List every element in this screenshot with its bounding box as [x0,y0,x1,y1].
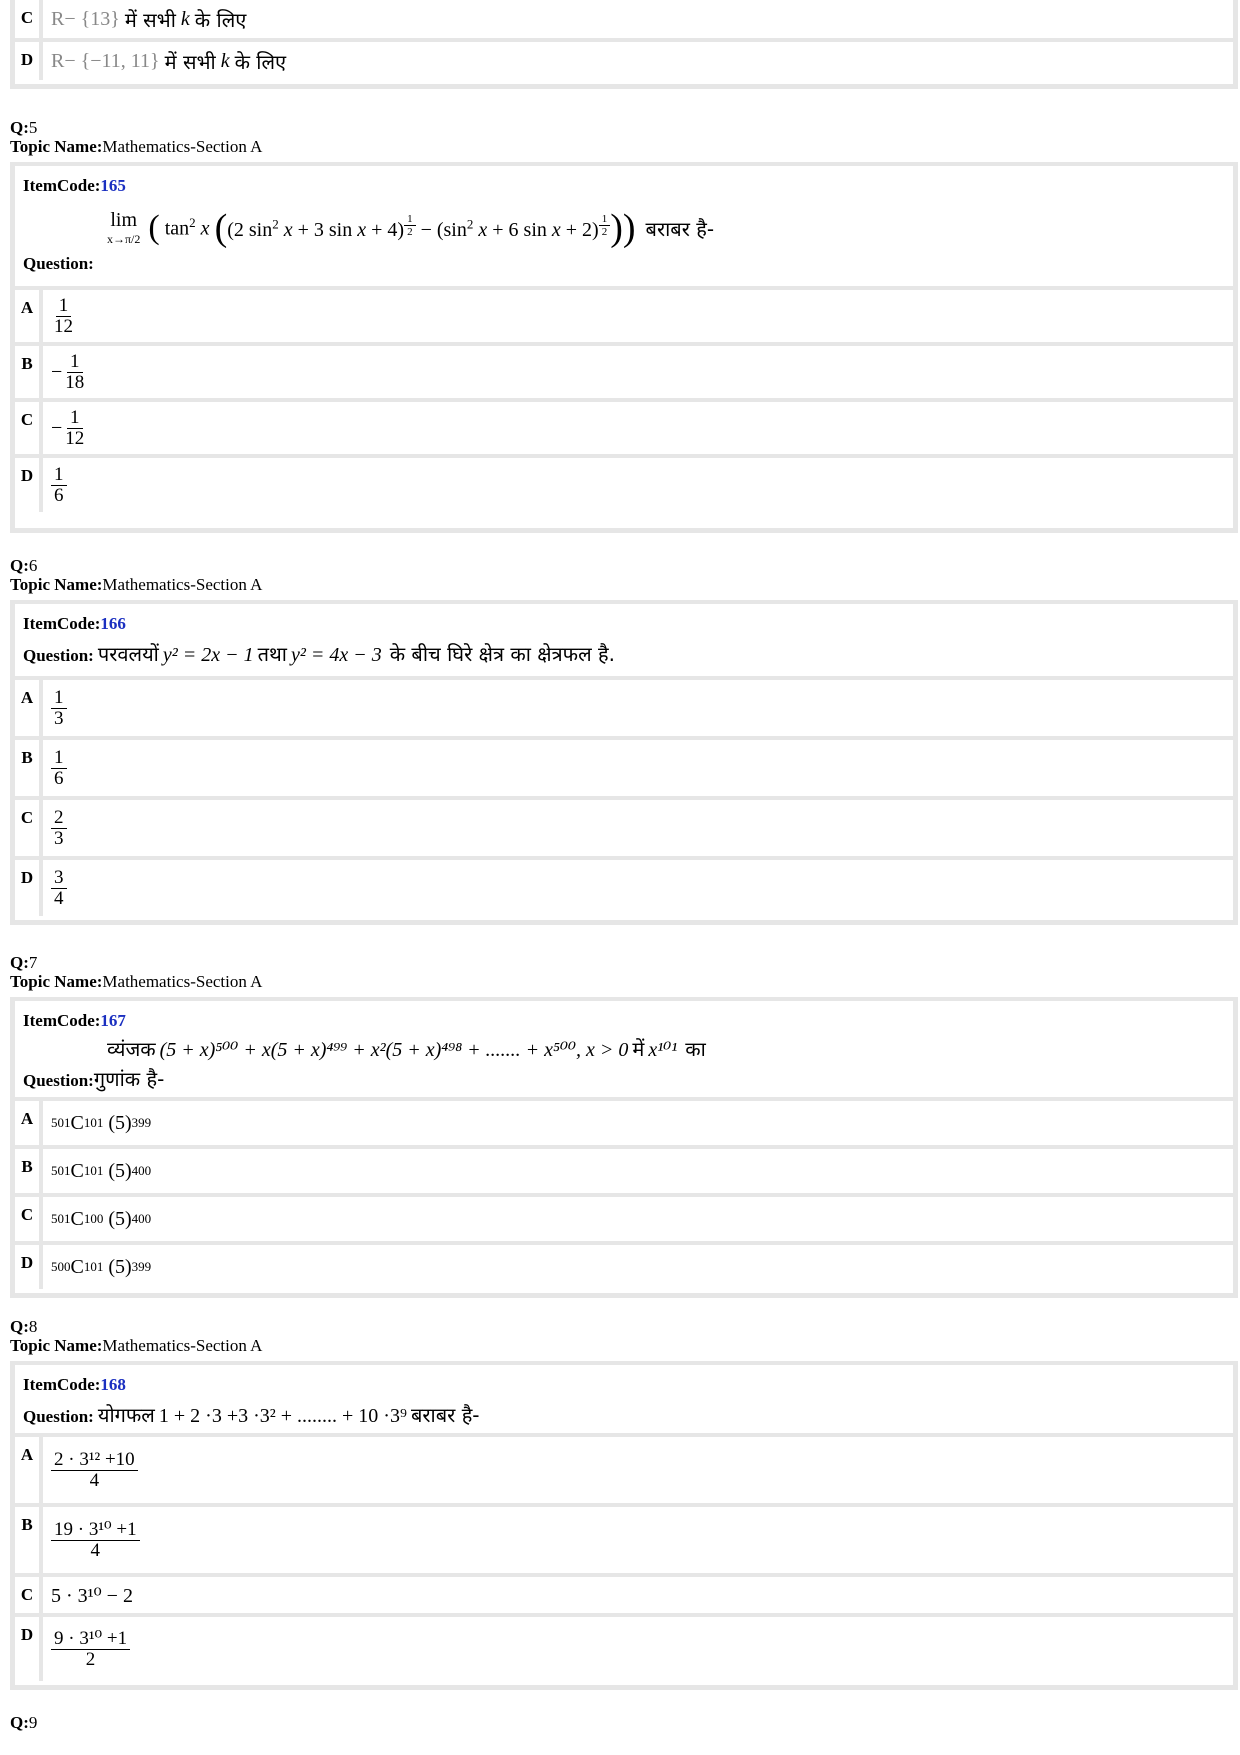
combination-c: C [70,1159,84,1182]
numerator: 19 · 3¹⁰ +1 [51,1520,140,1541]
term: x¹⁰¹ [648,1039,678,1061]
option-letter: D [15,1245,43,1289]
option-c[interactable] [15,398,1233,454]
question-stem [107,1035,706,1062]
option-b[interactable] [15,736,1233,796]
option-row[interactable] [15,0,1233,38]
option-fraction [51,296,76,337]
option-letter: D [15,42,43,80]
base: (5) [108,1159,132,1182]
combination-r: 101 [83,1259,104,1274]
option-set-expression: R− {−11, 11} [51,49,160,72]
item-code: 165 [100,176,126,195]
numerator: 1 [51,688,67,709]
question-hindi-text: बराबर है- [645,216,715,241]
denominator: 18 [65,371,85,393]
combination-n: 501 [51,1163,71,1178]
denominator: 3 [54,707,64,729]
option-letter: A [15,1101,43,1145]
exponent: 400 [131,1163,152,1178]
topic-name-label: Topic Name: [10,1336,103,1355]
exponent: 400 [131,1211,152,1226]
option-content [43,42,294,80]
topic-name: Mathematics-Section A [102,972,263,991]
question-card [10,1361,1238,1690]
equation-2: y² = 4x − 3 [290,644,382,666]
option-hindi-text: में सभी [124,7,176,32]
question-hindi-conjunction: तथा [257,642,287,666]
combination-r: 100 [83,1211,104,1226]
option-hindi-text-2: के लिए [194,7,247,32]
question-header [10,556,1230,594]
option-letter: A [15,680,43,736]
topic-name-label: Topic Name: [10,972,103,991]
question-number: 7 [28,953,38,972]
option-d[interactable] [15,856,1233,916]
option-letter: A [15,1437,43,1503]
item-code: 166 [100,614,126,633]
option-a[interactable] [15,676,1233,736]
option-fraction [62,408,87,449]
option-letter: B [15,740,43,796]
option-fraction [51,808,67,849]
option-a[interactable] [15,286,1233,342]
base: (5) [108,1111,132,1134]
option-letter: D [15,458,43,512]
equation-1: y² = 2x − 1 [162,644,254,666]
denominator: 12 [54,315,73,337]
option-letter: C [15,402,43,454]
numerator: 2 · 3¹² +10 [51,1450,138,1471]
option-letter: D [15,1617,43,1681]
option-c[interactable] [15,1193,1233,1241]
item-code-label: ItemCode: [23,614,101,633]
item-code: 167 [100,1011,126,1030]
question-card [10,600,1238,925]
denominator: 6 [54,484,64,506]
numerator: 1 [51,465,67,486]
combination-c: C [70,1111,84,1134]
question-header [10,118,1230,156]
question-number-label: Q: [10,1317,29,1336]
combination-n: 501 [51,1115,71,1130]
option-d[interactable] [15,1241,1233,1289]
numerator: 1 [56,296,72,317]
denominator: 3 [54,827,64,849]
exponent: 399 [131,1259,152,1274]
option-fraction [51,465,67,506]
option-variable: k [180,7,190,30]
option-variable: k [220,49,230,72]
numerator: 1 [51,748,67,769]
option-fraction [51,1450,138,1491]
item-code-label: ItemCode: [23,1011,101,1030]
numerator: 1 [67,352,83,373]
question-label: Question: [23,254,94,273]
item-code-label: ItemCode: [23,1375,101,1394]
option-b[interactable] [15,1503,1233,1573]
option-fraction [51,688,67,729]
option-d[interactable] [15,1613,1233,1681]
question-number: 5 [28,118,38,137]
denominator: 6 [54,767,64,789]
combination-n: 501 [51,1211,71,1226]
option-letter: A [15,290,43,342]
question-label: Question: [23,646,94,665]
numerator: 1 [67,408,83,429]
base: (5) [108,1207,132,1230]
question-hindi-text: परवलयों [97,642,159,666]
question-card [10,162,1238,533]
option-sign: − [51,360,63,383]
option-hindi-text-2: के लिए [234,49,287,74]
topic-name-label: Topic Name: [10,137,103,156]
topic-name-label: Topic Name: [10,575,103,594]
option-fraction [51,1520,140,1561]
option-d[interactable] [15,454,1233,512]
option-c[interactable] [15,796,1233,856]
option-letter: B [15,346,43,398]
question-hindi-text-2: के बीच घिरे क्षेत्र का क्षेत्रफल है. [389,642,615,666]
option-letter: C [15,800,43,856]
denominator: 4 [89,1469,100,1491]
question-hindi-conjunction: में [632,1037,645,1061]
question-number-label: Q: [10,953,29,972]
question-header [10,1317,1230,1355]
question-stem: lim x→π/2 ( $\tan^2 x$ ( (2 $\sin^2 x + 3$ sin x + 4) $^{\frac{1}{2}}$ − ($\sin^2$ x + 6 sin x + 2) $^{\frac{1}{2}}$ )) बराबर है- [107,207,715,249]
option-letter: C [15,1197,43,1241]
question-hindi-text-2: का [685,1037,706,1061]
question-number-label: Q: [10,118,29,137]
option-hindi-text: में सभी [164,49,216,74]
question-header [10,953,1230,991]
combination-r: 101 [83,1115,104,1130]
combination-n: 500 [51,1259,71,1274]
question-hindi-text: व्यंजक [107,1037,156,1061]
topic-name: Mathematics-Section A [102,575,263,594]
option-row[interactable] [15,38,1233,80]
option-fraction [62,352,87,393]
question-number-label: Q: [10,556,29,575]
item-code: 168 [100,1375,126,1394]
numerator: 3 [51,868,67,889]
numerator: 9 · 3¹⁰ +1 [51,1629,130,1650]
question-card [10,997,1238,1298]
option-b[interactable] [15,1145,1233,1193]
question-number: 6 [28,556,38,575]
option-letter: C [15,1577,43,1613]
expression: (5 + x)⁵⁰⁰ + x(5 + x)⁴⁹⁹ + x²(5 + x)⁴⁹⁸ + ....... + x⁵⁰⁰, x > 0 [159,1039,629,1061]
option-fraction [51,868,67,909]
option-set-expression: R− {13} [51,7,120,30]
option-letter: C [15,0,43,38]
option-b[interactable] [15,342,1233,398]
combination-c: C [70,1207,84,1230]
topic-name: Mathematics-Section A [102,137,263,156]
combination-r: 101 [83,1163,104,1178]
question-label: Question: [23,1071,94,1090]
denominator: 2 [85,1648,96,1670]
option-letter: B [15,1149,43,1193]
option-a[interactable] [15,1433,1233,1503]
option-content [43,0,254,38]
base: (5) [108,1255,132,1278]
topic-name: Mathematics-Section A [102,1336,263,1355]
option-fraction [51,748,67,789]
denominator: 4 [54,887,64,909]
denominator: 4 [90,1539,101,1561]
question-stem [23,1401,480,1428]
question-number: 8 [28,1317,38,1336]
question-hindi-text: योगफल [97,1403,155,1427]
option-fraction [51,1629,130,1670]
question-number: 9 [28,1713,38,1732]
question-stem [23,640,615,667]
previous-question-options [10,0,1238,89]
option-c[interactable] [15,1573,1233,1613]
option-sign: − [51,416,63,439]
question-hindi-text-2: बराबर है- [410,1403,480,1427]
option-letter: B [15,1507,43,1573]
denominator: 12 [65,427,85,449]
option-expression: 5 · 3¹⁰ − 2 [51,1584,133,1607]
limit-subscript: x→π/2 [107,232,141,246]
item-code-label: ItemCode: [23,176,101,195]
question-label: Question: [23,1407,94,1426]
numerator: 2 [51,808,67,829]
question-header [10,1713,1230,1732]
exponent: 399 [131,1115,152,1130]
option-a[interactable] [15,1097,1233,1145]
combination-c: C [70,1255,84,1278]
question-hindi-text-3: गुणांक है- [93,1067,165,1091]
option-letter: D [15,860,43,916]
series-expression: 1 + 2 ·3 +3 ·3² + ........ + 10 ·3⁹ [158,1405,407,1427]
question-number-label: Q: [10,1713,29,1732]
